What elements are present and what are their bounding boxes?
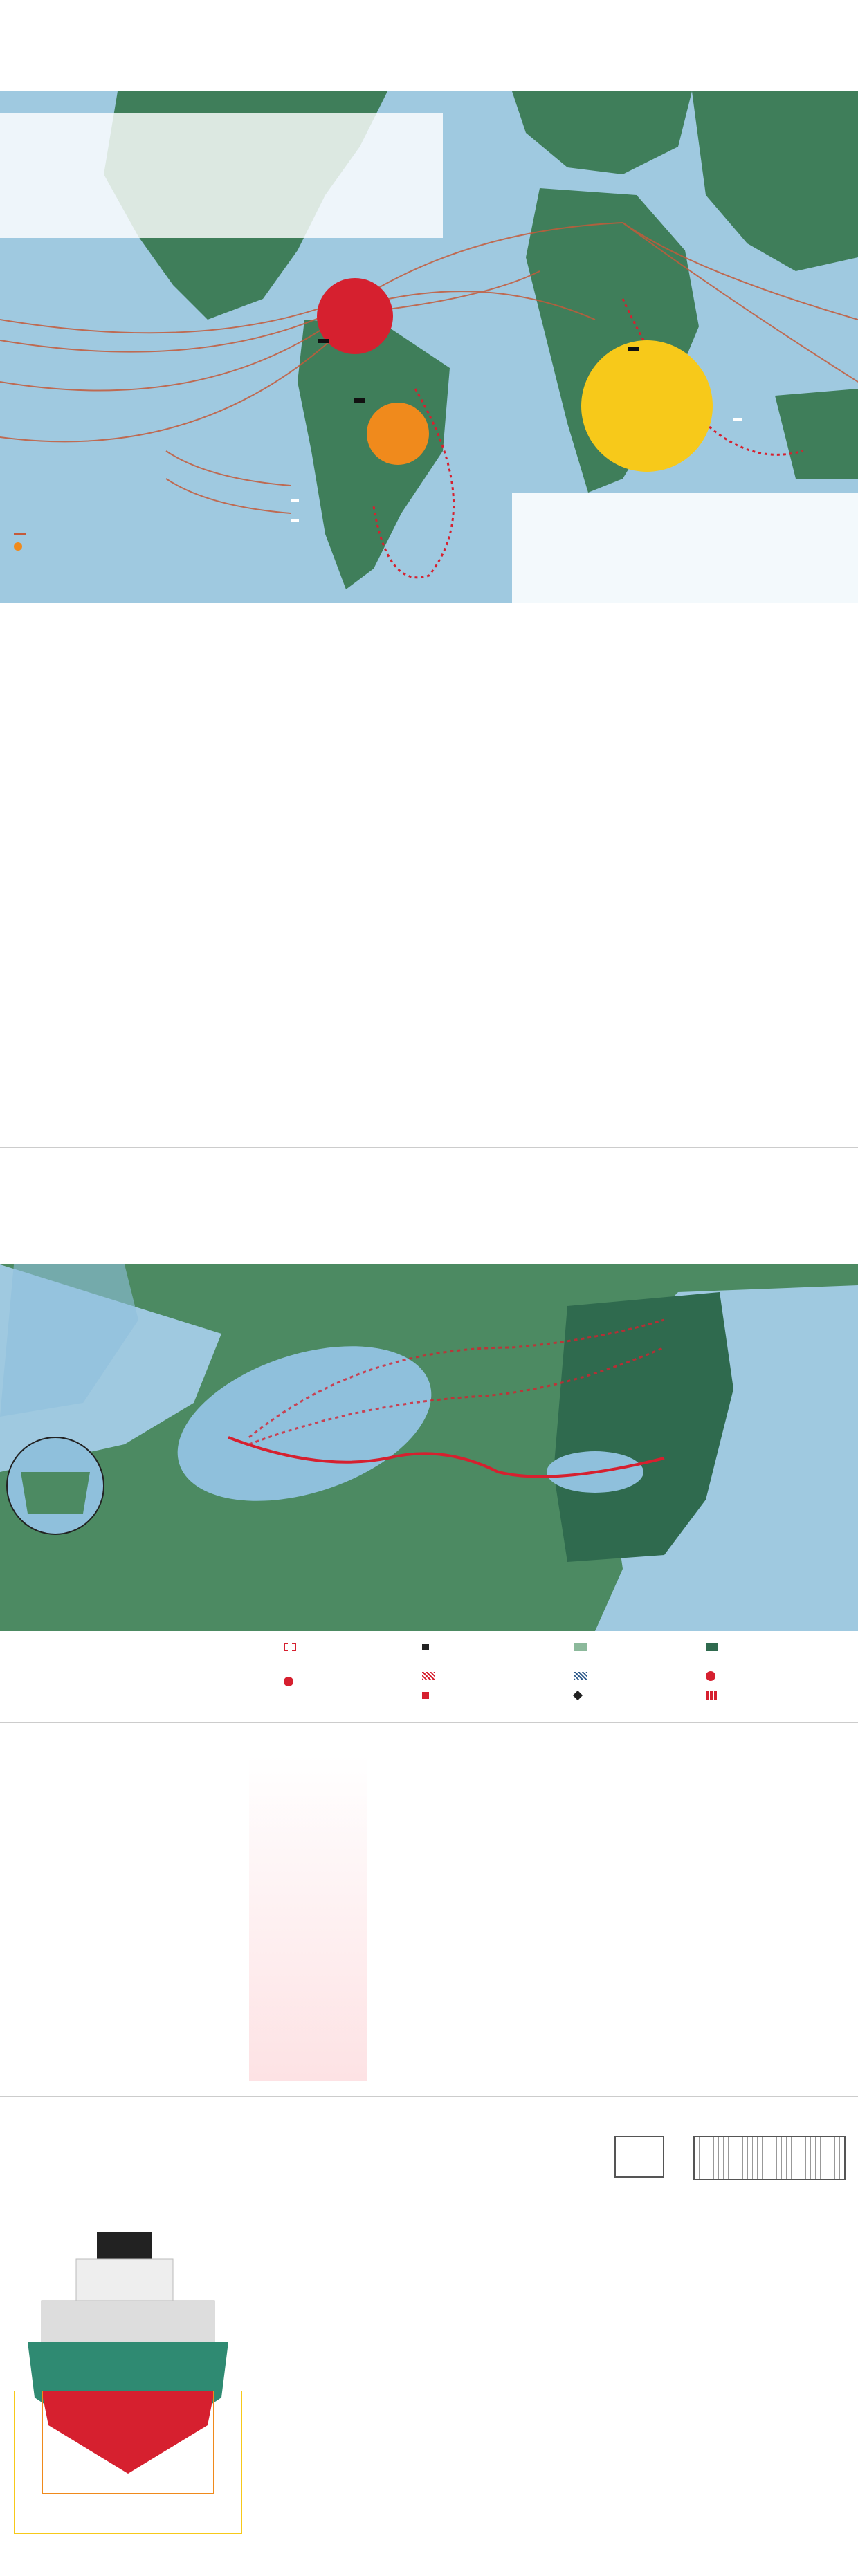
ships-divider [0,2096,858,2097]
legend-share [14,540,235,552]
legend-naval [422,1641,435,1651]
map-legend [14,527,235,552]
detour-label-1 [291,499,299,502]
volume-chart [14,1785,249,2082]
europe-land [512,91,692,174]
total-panel [512,493,858,603]
legend-ftz [422,1670,440,1680]
approved-swatch [284,1677,293,1686]
airport-swatch [573,1690,583,1700]
nicaragua-canal-tag [318,339,329,343]
legend-lake [574,1670,592,1680]
south-america-land [298,320,450,589]
swamp-swatch [574,1643,587,1651]
australia-land [775,389,858,479]
share-donut [263,2241,415,2393]
nicaragua-map-svg [0,1264,858,1631]
container-long [693,2136,846,2180]
legend-road [706,1689,724,1700]
reserve-area [554,1292,733,1562]
legend-swamp [574,1641,592,1651]
lake-swatch [574,1672,587,1680]
share-swatch [14,542,22,551]
suez-share-circle [581,340,713,472]
route-swatch [14,533,26,535]
ftz-swatch [422,1672,435,1680]
detour-label-2 [291,519,299,522]
nicaragua-map [0,1264,858,1631]
legend-routes [14,527,235,540]
panama-canal-tag [354,398,365,403]
intro-box [0,113,443,238]
legend-variants [284,1641,401,1651]
lock-gauge-box-2 [42,2391,214,2494]
legend-airport [574,1689,587,1700]
suez-canal-tag [628,347,639,351]
detour-label-3 [733,418,742,421]
cargo-breakdown [249,1756,367,2081]
reserve-swatch [706,1643,718,1651]
port-swatch [422,1692,429,1699]
naval-swatch [422,1644,429,1650]
road-swatch [706,1691,718,1700]
panama-share-circle [367,403,429,465]
tourist-swatch [706,1671,715,1681]
container-small [614,2136,664,2178]
legend-reserve [706,1641,724,1651]
legend-approved [284,1675,401,1686]
world-map [0,91,858,603]
asia-land [692,91,858,271]
route-divider [0,1147,858,1148]
economy-divider [0,1722,858,1723]
legend-port [422,1689,435,1700]
variants-swatch [284,1643,296,1651]
legend-tourist [706,1670,721,1681]
